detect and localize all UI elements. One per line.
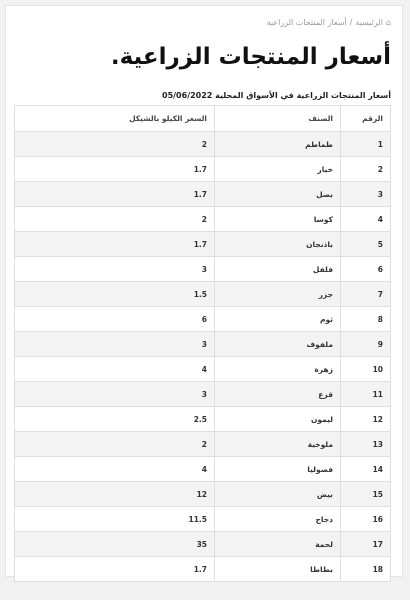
table-caption: أسعار المنتجات الزراعية في الأسواق المحلية 05/06/2022: [162, 91, 391, 100]
home-icon[interactable]: ⌂: [385, 18, 391, 27]
cell-number: 2: [341, 157, 391, 182]
cell-item: كوسا: [215, 207, 341, 232]
cell-number: 6: [341, 257, 391, 282]
cell-number: 4: [341, 207, 391, 232]
cell-number: 12: [341, 407, 391, 432]
table-header-row: [15, 106, 391, 132]
table-row: [15, 432, 391, 457]
table-row: [15, 382, 391, 407]
price-table: [14, 105, 391, 582]
cell-price: 3: [15, 382, 215, 407]
cell-item: بطاطا: [215, 557, 341, 582]
header-number: الرقم: [341, 106, 391, 132]
cell-item: باذنجان: [215, 232, 341, 257]
cell-number: 18: [341, 557, 391, 582]
cell-item: لحمة: [215, 532, 341, 557]
table-row: [15, 157, 391, 182]
table-row: [15, 357, 391, 382]
table-row: [15, 232, 391, 257]
cell-price: 2: [15, 132, 215, 157]
cell-price: 11.5: [15, 507, 215, 532]
content-card: [5, 5, 403, 577]
header-price: السعر الكيلو بالشيكل: [15, 106, 215, 132]
cell-price: 1.7: [15, 232, 215, 257]
cell-number: 7: [341, 282, 391, 307]
cell-number: 1: [341, 132, 391, 157]
cell-number: 3: [341, 182, 391, 207]
breadcrumb-current: أسعار المنتجات الزراعية: [266, 18, 347, 27]
table-row: [15, 307, 391, 332]
cell-price: 3: [15, 332, 215, 357]
cell-number: 14: [341, 457, 391, 482]
cell-item: ملفوف: [215, 332, 341, 357]
table-row: [15, 257, 391, 282]
cell-price: 2: [15, 207, 215, 232]
cell-price: 3: [15, 257, 215, 282]
cell-number: 17: [341, 532, 391, 557]
cell-number: 9: [341, 332, 391, 357]
cell-number: 10: [341, 357, 391, 382]
cell-number: 5: [341, 232, 391, 257]
cell-price: 2.5: [15, 407, 215, 432]
cell-price: 1.7: [15, 182, 215, 207]
cell-number: 15: [341, 482, 391, 507]
cell-price: 6: [15, 307, 215, 332]
breadcrumb-home-link[interactable]: الرئيسية: [355, 18, 383, 27]
cell-price: 1.5: [15, 282, 215, 307]
cell-number: 11: [341, 382, 391, 407]
cell-item: جزر: [215, 282, 341, 307]
breadcrumb: [267, 18, 391, 27]
table-row: [15, 207, 391, 232]
table-row: [15, 482, 391, 507]
page-title: أسعار المنتجات الزراعية.: [110, 44, 391, 70]
table-row: [15, 132, 391, 157]
cell-number: 13: [341, 432, 391, 457]
table-row: [15, 557, 391, 582]
cell-price: 4: [15, 357, 215, 382]
cell-item: بصل: [215, 182, 341, 207]
table-row: [15, 407, 391, 432]
cell-number: 16: [341, 507, 391, 532]
table-row: [15, 332, 391, 357]
cell-item: بيض: [215, 482, 341, 507]
cell-item: ليمون: [215, 407, 341, 432]
cell-item: خيار: [215, 157, 341, 182]
cell-item: دجاج: [215, 507, 341, 532]
table-row: [15, 457, 391, 482]
table-body: [15, 132, 391, 582]
cell-item: زهرة: [215, 357, 341, 382]
cell-item: قرع: [215, 382, 341, 407]
cell-item: فصوليا: [215, 457, 341, 482]
cell-price: 35: [15, 532, 215, 557]
cell-price: 2: [15, 432, 215, 457]
table-row: [15, 532, 391, 557]
breadcrumb-separator: /: [349, 18, 353, 27]
cell-price: 1.7: [15, 157, 215, 182]
cell-price: 4: [15, 457, 215, 482]
table-row: [15, 507, 391, 532]
cell-item: ثوم: [215, 307, 341, 332]
cell-price: 1.7: [15, 557, 215, 582]
header-item: الصنف: [215, 106, 341, 132]
cell-item: طماطم: [215, 132, 341, 157]
cell-number: 8: [341, 307, 391, 332]
cell-item: فلفل: [215, 257, 341, 282]
table-row: [15, 182, 391, 207]
cell-item: ملوخية: [215, 432, 341, 457]
table-row: [15, 282, 391, 307]
cell-price: 12: [15, 482, 215, 507]
